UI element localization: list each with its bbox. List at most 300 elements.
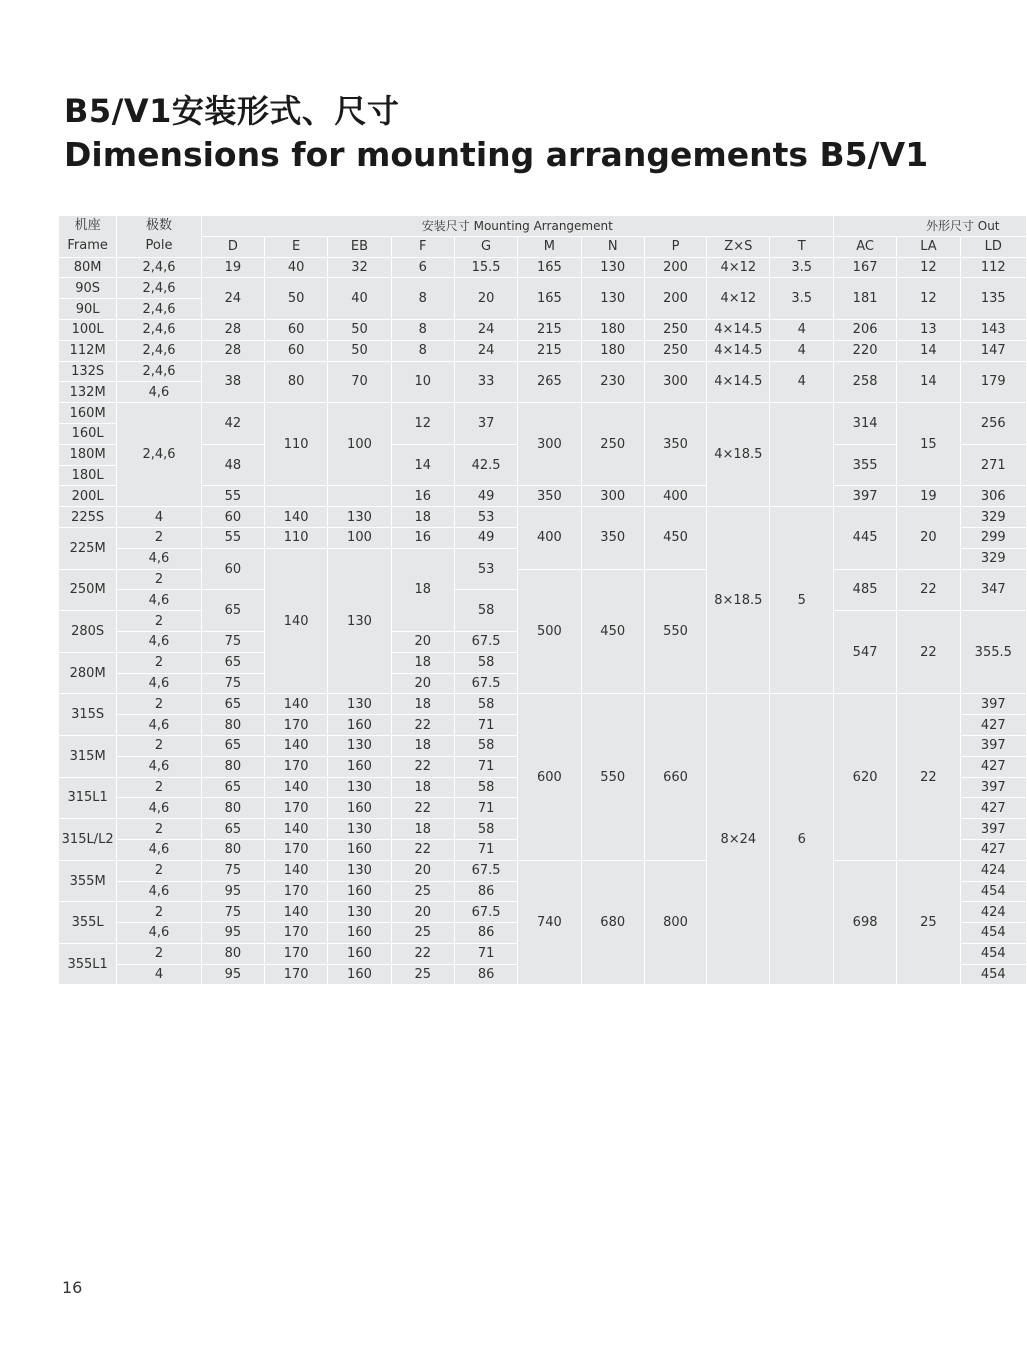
table-cell: 25 [897,860,960,985]
table-cell: 18 [391,652,454,673]
table-cell: 170 [265,715,328,736]
table-cell: 24 [454,340,517,361]
table-cell: 33 [454,361,517,403]
table-cell: 100 [328,527,391,548]
table-row [59,278,1027,299]
table-cell: 18 [391,507,454,528]
table-cell: 2,4,6 [117,257,201,278]
table-cell: 80 [201,756,264,777]
table-cell: 170 [265,839,328,860]
table-cell: 250M [59,569,117,611]
table-cell: 50 [265,278,328,320]
table-cell: 4 [117,507,201,528]
table-cell: 167 [833,257,896,278]
table-cell: 55 [201,527,264,548]
table-cell: 355M [59,860,117,902]
table-cell: 329 [960,507,1026,528]
table-cell: 18 [391,694,454,715]
table-cell: 397 [960,819,1026,840]
table-cell: 20 [391,902,454,923]
table-cell: 2,4,6 [117,299,201,320]
mounting-group-header: 安装尺寸 Mounting Arrangement [201,216,833,237]
table-cell: 40 [265,257,328,278]
table-cell: 140 [265,735,328,756]
table-cell: 2 [117,735,201,756]
table-cell: 71 [454,715,517,736]
table-cell: 424 [960,860,1026,881]
frame-header [59,216,117,258]
table-cell: 4×14.5 [707,319,770,340]
table-cell: 86 [454,923,517,944]
table-cell: 2 [117,527,201,548]
table-cell: 130 [328,819,391,840]
table-cell [328,486,391,507]
table-cell: 170 [265,923,328,944]
table-cell: 258 [833,361,896,403]
table-cell: 67.5 [454,902,517,923]
frame-header-cn: 机座 [74,218,101,234]
table-cell: 53 [454,548,517,590]
table-cell: 4 [770,340,833,361]
table-cell: 454 [960,881,1026,902]
table-row [59,319,1027,340]
table-cell: 450 [581,569,644,694]
table-cell: 95 [201,964,264,985]
table-cell: 2 [117,902,201,923]
table-cell [265,486,328,507]
table-cell: 22 [897,611,960,694]
table-cell: 71 [454,943,517,964]
table-cell: 250 [581,403,644,486]
table-cell: 13 [897,319,960,340]
table-cell: 256 [960,403,1026,445]
table-cell: 53 [454,507,517,528]
table-cell: 445 [833,507,896,569]
table-cell: 600 [518,694,581,860]
table-cell: 4,6 [117,923,201,944]
table-cell: 4 [117,964,201,985]
column-header: LA [897,236,960,257]
table-cell: 350 [518,486,581,507]
table-cell: 550 [644,569,706,694]
header-row-groups [59,216,1027,237]
table-cell: 8×18.5 [707,507,770,694]
table-cell: 181 [833,278,896,320]
table-cell: 67.5 [454,631,517,652]
table-cell: 60 [201,507,264,528]
pole-header-cn: 极数 [145,218,172,234]
table-row [59,486,1027,507]
table-cell: 60 [265,340,328,361]
table-cell: 2 [117,611,201,632]
table-cell: 2 [117,777,201,798]
table-cell: 18 [391,548,454,631]
table-cell: 110 [265,403,328,486]
table-cell: 18 [391,735,454,756]
table-cell: 4 [770,361,833,403]
table-cell: 65 [201,652,264,673]
table-row [59,403,1027,424]
table-cell: 130 [581,257,644,278]
column-header: N [581,236,644,257]
table-body [59,257,1027,985]
table-cell: 100L [59,319,117,340]
table-cell: 427 [960,715,1026,736]
table-cell: 427 [960,798,1026,819]
table-cell: 10 [391,361,454,403]
table-cell: 315L1 [59,777,117,819]
table-cell: 58 [454,735,517,756]
table-cell: 71 [454,798,517,819]
table-cell: 2 [117,569,201,590]
table-cell: 4×14.5 [707,361,770,403]
table-cell: 271 [960,444,1026,486]
table-cell: 14 [391,444,454,486]
table-cell: 280M [59,652,117,694]
frame-header-en: Frame [67,238,108,254]
table-cell: 140 [265,777,328,798]
table-cell: 230 [581,361,644,403]
table-cell: 4,6 [117,590,201,611]
table-cell: 4,6 [117,673,201,694]
table-row [59,694,1027,715]
table-cell: 180 [581,340,644,361]
table-row [59,257,1027,278]
table-cell: 110 [265,527,328,548]
table-cell: 20 [391,673,454,694]
table-cell: 206 [833,319,896,340]
table-cell: 28 [201,319,264,340]
table-cell: 130 [328,777,391,798]
table-cell: 4,6 [117,756,201,777]
table-cell: 355L1 [59,943,117,985]
table-cell: 12 [897,257,960,278]
table-cell: 200 [644,257,706,278]
table-cell: 58 [454,652,517,673]
table-cell: 42 [201,403,264,445]
table-cell: 315M [59,735,117,777]
table-cell: 8×24 [707,694,770,985]
table-cell: 400 [518,507,581,569]
table-cell: 55 [201,486,264,507]
table-cell: 20 [391,860,454,881]
table-cell: 8 [391,319,454,340]
table-cell: 130 [328,860,391,881]
table-cell: 4 [770,319,833,340]
table-cell: 170 [265,943,328,964]
table-cell: 3.5 [770,278,833,320]
table-cell: 450 [644,507,706,569]
dimensions-table-container [58,215,1012,985]
table-cell: 28 [201,340,264,361]
table-cell: 160 [328,839,391,860]
table-cell: 12 [391,403,454,445]
column-header: D [201,236,264,257]
dimensions-table [58,215,1027,985]
table-cell: 130 [328,902,391,923]
table-cell: 4×12 [707,257,770,278]
table-cell: 299 [960,527,1026,548]
table-cell: 3.5 [770,257,833,278]
table-cell: 18 [391,777,454,798]
table-cell: 147 [960,340,1026,361]
table-cell: 130 [328,694,391,715]
table-cell [770,403,833,507]
table-cell: 65 [201,590,264,632]
table-cell: 140 [265,694,328,715]
table-cell: 38 [201,361,264,403]
table-cell: 22 [897,694,960,860]
table-cell: 200 [644,278,706,320]
table-cell: 65 [201,694,264,715]
table-cell: 58 [454,590,517,632]
table-cell: 4,6 [117,798,201,819]
pole-header-en: Pole [145,238,173,254]
table-cell: 160L [59,423,117,444]
table-cell: 347 [960,569,1026,611]
table-cell: 40 [328,278,391,320]
table-cell: 130 [581,278,644,320]
table-cell: 65 [201,819,264,840]
table-cell: 25 [391,881,454,902]
table-cell: 427 [960,756,1026,777]
table-cell: 22 [897,569,960,611]
table-cell: 32 [328,257,391,278]
table-cell: 95 [201,881,264,902]
table-cell: 20 [454,278,517,320]
table-cell: 100 [328,403,391,486]
table-cell: 75 [201,902,264,923]
table-cell: 2 [117,652,201,673]
table-cell: 12 [897,278,960,320]
table-cell: 170 [265,798,328,819]
table-cell: 315L/L2 [59,819,117,861]
table-cell: 22 [391,839,454,860]
table-cell: 397 [960,694,1026,715]
table-cell: 90S [59,278,117,299]
table-cell: 135 [960,278,1026,320]
column-header: P [644,236,706,257]
table-cell: 49 [454,486,517,507]
table-cell: 400 [644,486,706,507]
table-cell: 132S [59,361,117,382]
column-header: LD [960,236,1026,257]
table-cell: 170 [265,964,328,985]
table-cell: 130 [328,507,391,528]
table-cell: 8 [391,340,454,361]
table-cell: 24 [454,319,517,340]
outline-group-header: 外形尺寸 Out [833,216,1026,237]
table-cell: 19 [897,486,960,507]
table-cell: 740 [518,860,581,985]
table-cell: 454 [960,964,1026,985]
table-cell: 48 [201,444,264,486]
table-cell: 350 [644,403,706,486]
table-cell: 265 [518,361,581,403]
table-cell: 660 [644,694,706,860]
table-cell: 50 [328,340,391,361]
table-cell: 165 [518,257,581,278]
table-cell: 15 [897,403,960,486]
table-cell: 132M [59,382,117,403]
table-cell: 67.5 [454,673,517,694]
table-cell: 500 [518,569,581,694]
table-cell: 95 [201,923,264,944]
table-cell: 427 [960,839,1026,860]
table-cell: 200L [59,486,117,507]
table-cell: 2,4,6 [117,278,201,299]
table-cell: 160 [328,798,391,819]
column-header: F [391,236,454,257]
table-cell: 140 [265,902,328,923]
table-cell: 160 [328,881,391,902]
table-cell: 315S [59,694,117,736]
table-cell: 355 [833,444,896,486]
table-cell: 160 [328,923,391,944]
pole-header [117,216,201,258]
table-cell: 550 [581,694,644,860]
table-cell: 60 [201,548,264,590]
table-cell: 4×12 [707,278,770,320]
table-cell: 90L [59,299,117,320]
table-cell: 5 [770,507,833,694]
table-cell: 2 [117,860,201,881]
table-cell: 2 [117,694,201,715]
table-cell: 2,4,6 [117,403,201,507]
table-cell: 6 [770,694,833,985]
table-cell: 160 [328,964,391,985]
table-cell: 58 [454,777,517,798]
table-cell: 25 [391,923,454,944]
table-cell: 2 [117,943,201,964]
table-cell: 75 [201,860,264,881]
table-cell: 70 [328,361,391,403]
table-cell: 355L [59,902,117,944]
table-cell: 75 [201,631,264,652]
table-cell: 80M [59,257,117,278]
table-header [59,216,1027,258]
table-cell: 49 [454,527,517,548]
table-cell: 160 [328,756,391,777]
page-title-en: Dimensions for mounting arrangements B5/V1 [64,135,929,174]
table-cell: 160M [59,403,117,424]
table-cell: 424 [960,902,1026,923]
column-header: E [265,236,328,257]
table-cell: 680 [581,860,644,985]
table-cell: 8 [391,278,454,320]
table-cell: 454 [960,923,1026,944]
table-cell: 24 [201,278,264,320]
table-cell: 225M [59,527,117,569]
table-cell: 80 [201,839,264,860]
table-cell: 19 [201,257,264,278]
table-cell: 547 [833,611,896,694]
table-cell: 22 [391,798,454,819]
table-cell: 485 [833,569,896,611]
table-cell: 800 [644,860,706,985]
table-cell: 4×14.5 [707,340,770,361]
table-cell: 65 [201,777,264,798]
table-cell: 355.5 [960,611,1026,694]
table-cell: 14 [897,361,960,403]
table-cell: 4,6 [117,839,201,860]
table-cell: 20 [897,507,960,569]
table-cell: 180 [581,319,644,340]
table-cell: 15.5 [454,257,517,278]
table-cell: 58 [454,694,517,715]
column-header: AC [833,236,896,257]
table-cell: 4,6 [117,715,201,736]
table-cell: 300 [581,486,644,507]
table-cell: 143 [960,319,1026,340]
table-cell: 16 [391,486,454,507]
header-row-columns [59,236,1027,257]
table-cell: 4,6 [117,631,201,652]
table-cell: 4,6 [117,548,201,569]
table-cell: 18 [391,819,454,840]
table-cell: 20 [391,631,454,652]
column-header: G [454,236,517,257]
table-cell: 397 [833,486,896,507]
table-cell: 170 [265,881,328,902]
table-cell: 130 [328,735,391,756]
table-cell: 22 [391,756,454,777]
table-cell: 80 [201,715,264,736]
table-cell: 160 [328,943,391,964]
table-cell: 300 [518,403,581,486]
table-cell: 86 [454,881,517,902]
table-cell: 71 [454,756,517,777]
table-cell: 4,6 [117,881,201,902]
table-cell: 112M [59,340,117,361]
table-cell: 454 [960,943,1026,964]
table-cell: 140 [265,507,328,528]
table-cell: 280S [59,611,117,653]
page-number: 16 [62,1278,83,1297]
table-cell: 80 [265,361,328,403]
table-row [59,860,1027,881]
table-cell: 71 [454,839,517,860]
table-cell: 22 [391,943,454,964]
table-cell: 250 [644,319,706,340]
table-cell: 2,4,6 [117,319,201,340]
table-cell: 130 [328,548,391,694]
table-cell: 2,4,6 [117,361,201,382]
table-cell: 2,4,6 [117,340,201,361]
table-cell: 14 [897,340,960,361]
table-cell: 6 [391,257,454,278]
table-cell: 60 [265,319,328,340]
table-cell: 140 [265,548,328,694]
column-header: M [518,236,581,257]
table-cell: 22 [391,715,454,736]
table-cell: 329 [960,548,1026,569]
table-cell: 2 [117,819,201,840]
table-cell: 350 [581,507,644,569]
column-header: Z×S [707,236,770,257]
table-cell: 397 [960,735,1026,756]
table-cell: 160 [328,715,391,736]
table-cell: 4×18.5 [707,403,770,507]
table-cell: 397 [960,777,1026,798]
table-cell: 25 [391,964,454,985]
table-cell: 698 [833,860,896,985]
table-cell: 314 [833,403,896,445]
table-cell: 80 [201,943,264,964]
table-cell: 215 [518,340,581,361]
table-row [59,507,1027,528]
table-cell: 37 [454,403,517,445]
